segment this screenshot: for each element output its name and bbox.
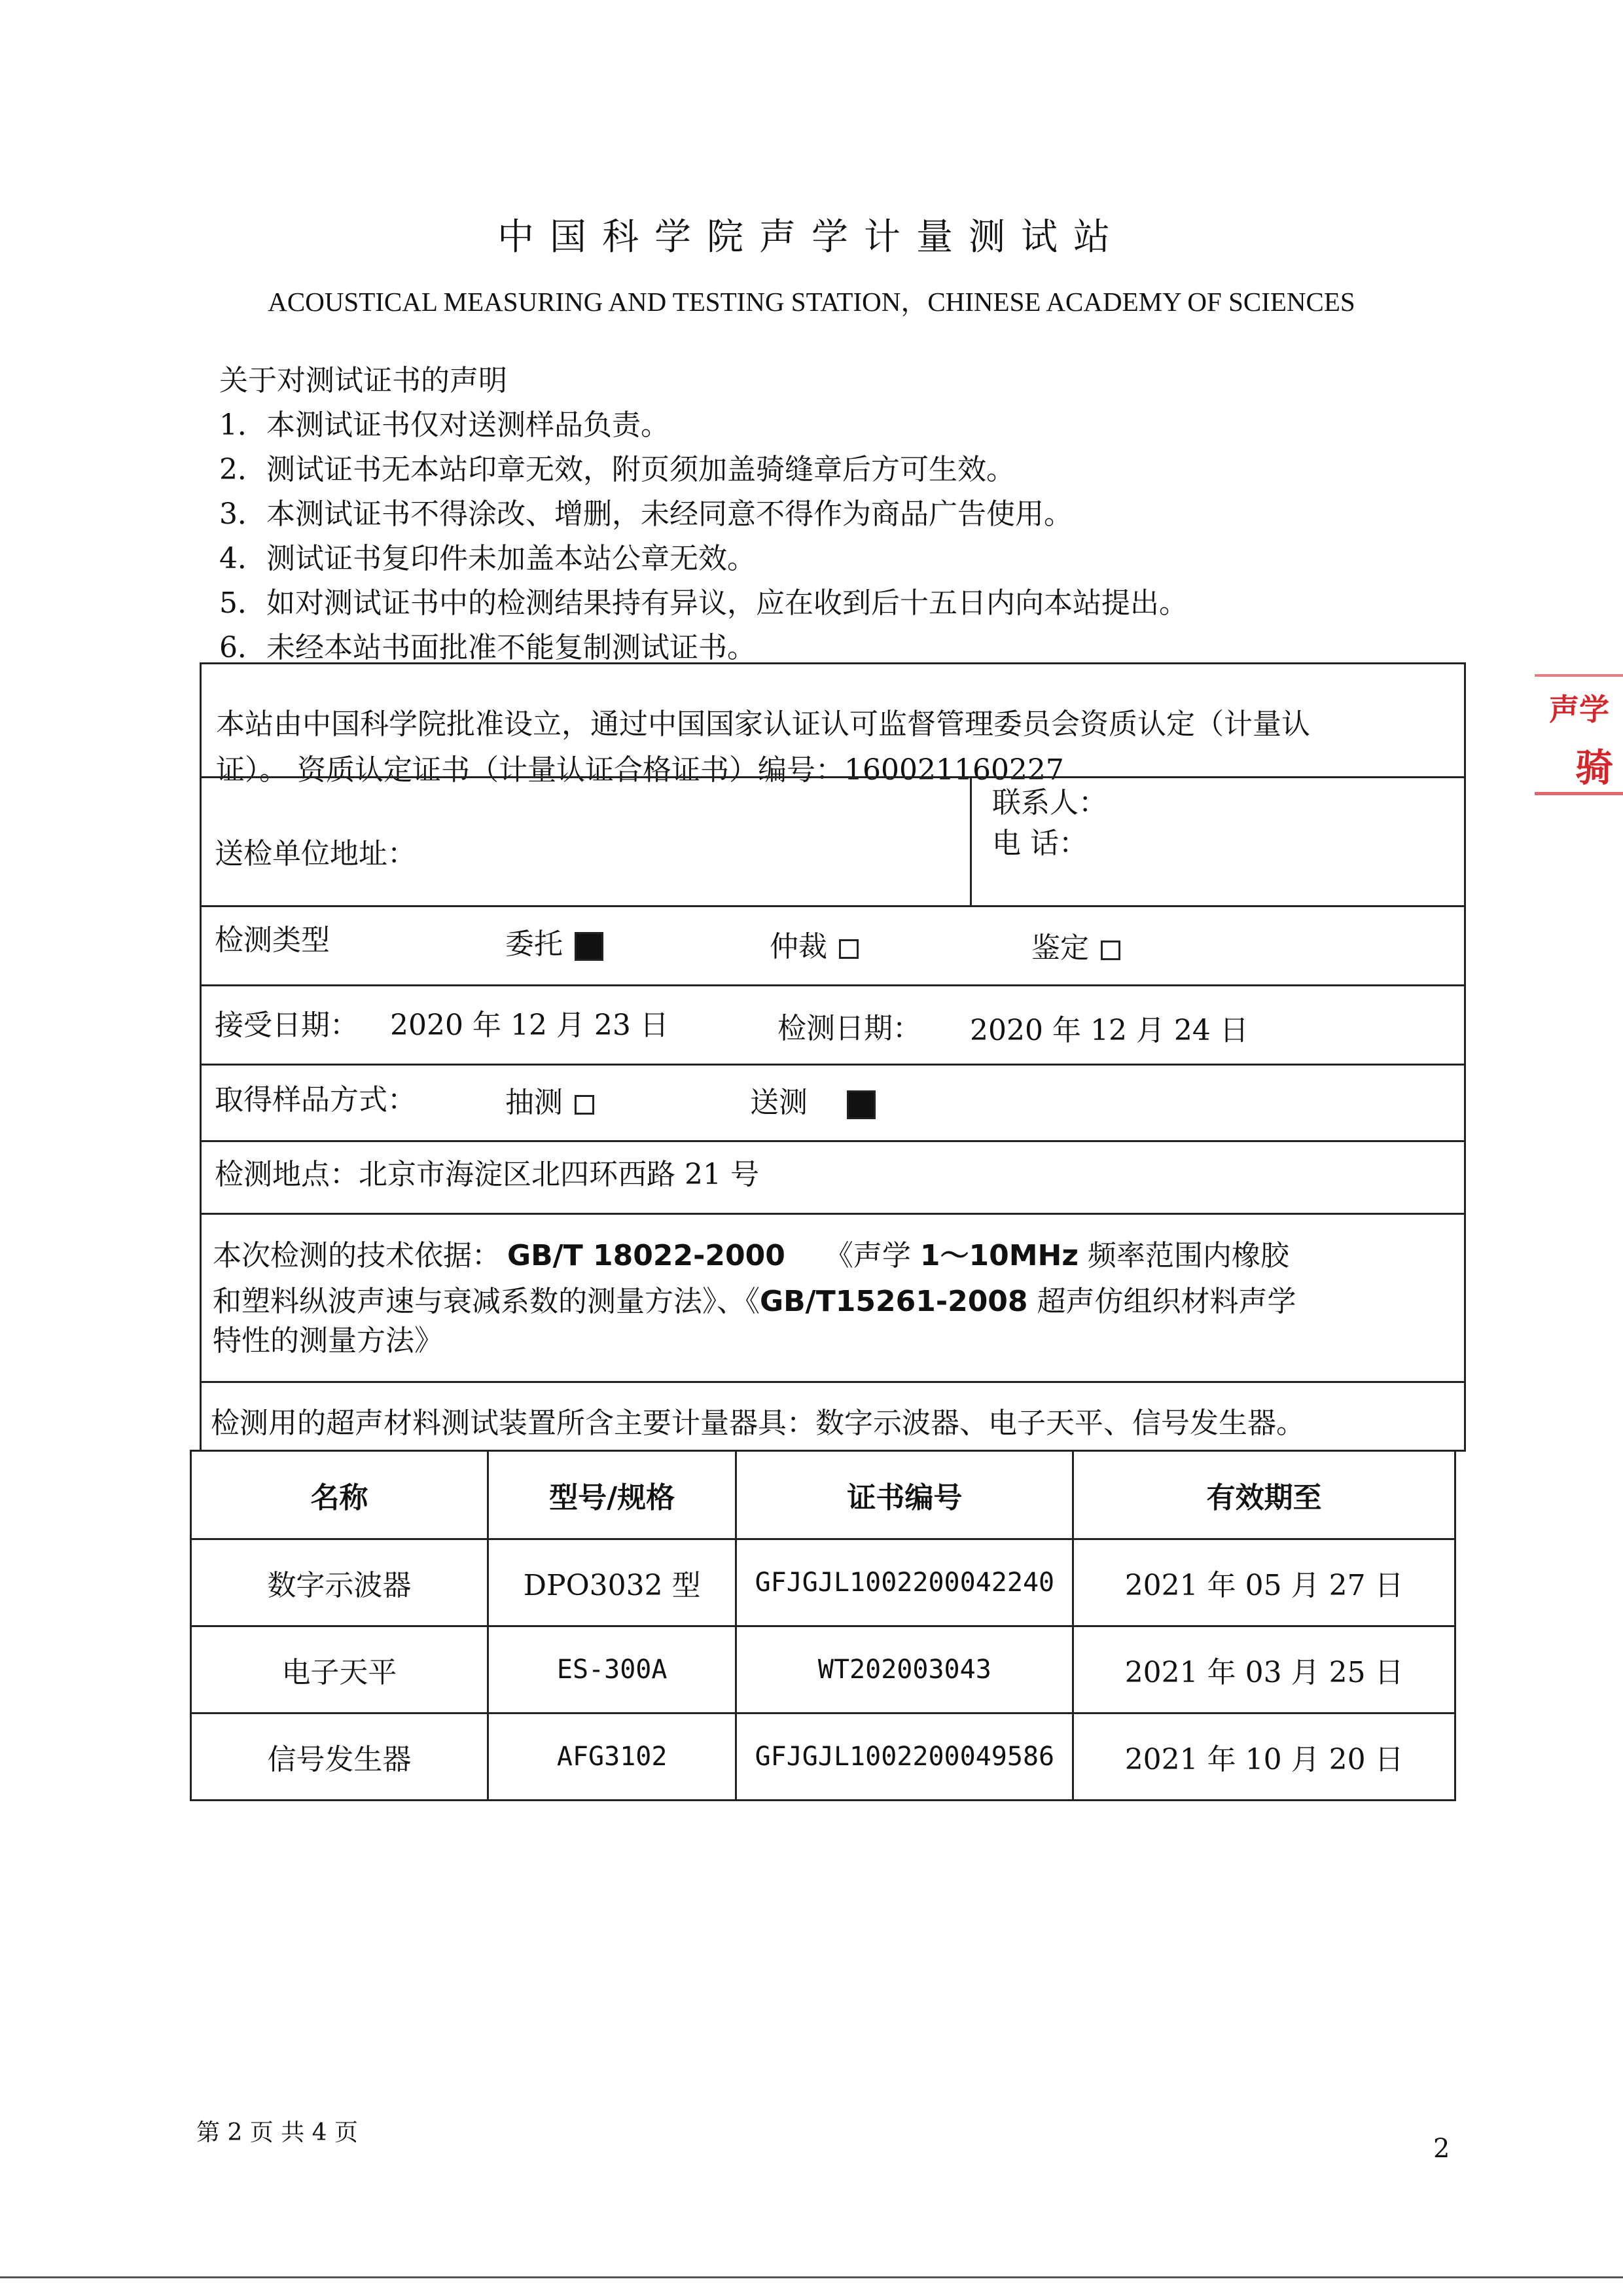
table-header-row [191, 1451, 1455, 1539]
valid-until: 2021 年 10 月 20 日 [1073, 1713, 1455, 1801]
scan-edge-line [0, 2276, 1623, 2278]
instrument-model: AFG3102 [488, 1713, 736, 1801]
station-title-en: ACOUSTICAL MEASURING AND TESTING STATION，CHINESE ACADEMY OF SCIENCES [268, 287, 1355, 317]
table-row [191, 1539, 1455, 1626]
page-count: 第 2 页 共 4 页 [196, 2119, 359, 2146]
option-entrusted[interactable] [505, 920, 603, 962]
phone-label: 电 话： [992, 827, 1088, 860]
seal-border [1535, 792, 1623, 795]
station-title-cn: 中国科学院声学计量测试站 [497, 216, 1126, 259]
instrument-model: ES-300A [488, 1626, 736, 1713]
table-row [191, 1713, 1455, 1801]
column-header: 型号/规格 [488, 1451, 736, 1539]
basis-line-3: 特性的测量方法》 [213, 1324, 443, 1357]
option-label: 委托 [505, 927, 563, 961]
declaration-item: 4．测试证书复印件未加盖本站公章无效。 [219, 542, 756, 575]
page-number: 2 [1433, 2134, 1450, 2164]
option-label: 抽测 [505, 1086, 563, 1119]
declaration-item: 3．本测试证书不得涂改、增删，未经同意不得作为商品广告使用。 [219, 497, 1073, 531]
seal-border [1535, 674, 1623, 677]
instrument-model: DPO3032 型 [488, 1539, 736, 1626]
test-type-label: 检测类型 [215, 924, 330, 957]
option-spot-check[interactable] [505, 1079, 594, 1121]
contact-label: 联系人： [992, 786, 1107, 819]
basis-line-2-c: 超声仿组织材料声学 [1027, 1285, 1296, 1318]
option-label: 送测 [750, 1086, 808, 1119]
basis-line-2-a: 和塑料纵波声速与衰减系数的测量方法》、《 [213, 1285, 760, 1318]
checkbox-unchecked[interactable] [575, 1095, 594, 1115]
sampling-label: 取得样品方式： [215, 1083, 416, 1117]
frequency-range: 1～10MHz [919, 1239, 1079, 1272]
table-row [191, 1626, 1455, 1713]
basis-prefix: 本次检测的技术依据： [213, 1239, 501, 1272]
column-header: 有效期至 [1073, 1451, 1455, 1539]
standard-1-title-a: 《声学 [824, 1239, 920, 1272]
instruments-table [190, 1450, 1456, 1801]
declaration-item: 1．本测试证书仅对送测样品负责。 [219, 408, 669, 442]
option-label: 鉴定 [1031, 931, 1089, 965]
received-date-label: 接受日期： [215, 1009, 359, 1042]
option-submitted[interactable] [750, 1079, 876, 1121]
column-header: 证书编号 [736, 1451, 1073, 1539]
certificate-number: WT202003043 [736, 1626, 1073, 1713]
instrument-name: 电子天平 [191, 1626, 488, 1713]
standard-1: GB/T 18022-2000 [507, 1239, 785, 1272]
instrument-name: 信号发生器 [191, 1713, 488, 1801]
column-header: 名称 [191, 1451, 488, 1539]
instrument-name: 数字示波器 [191, 1539, 488, 1626]
approval-line-1: 本站由中国科学院批准设立，通过中国国家认证认可监督管理委员会资质认定（计量认 [216, 708, 1310, 741]
declaration-item: 5．如对测试证书中的检测结果持有异议，应在收到后十五日内向本站提出。 [219, 586, 1188, 620]
checkbox-unchecked[interactable] [839, 939, 859, 959]
declaration-heading: 关于对测试证书的声明 [219, 364, 507, 397]
valid-until: 2021 年 03 月 25 日 [1073, 1626, 1455, 1713]
option-label: 仲裁 [770, 930, 827, 963]
standard-1-title-c: 频率范围内橡胶 [1078, 1239, 1289, 1272]
received-date-value: 2020 年 12 月 23 日 [390, 1009, 669, 1042]
test-date-label: 检测日期： [777, 1012, 921, 1045]
test-date-value: 2020 年 12 月 24 日 [970, 1014, 1249, 1047]
test-location: 检测地点：北京市海淀区北四环西路 21 号 [215, 1158, 759, 1191]
declaration-item: 6．未经本站书面批准不能复制测试证书。 [219, 631, 756, 664]
valid-until: 2021 年 05 月 27 日 [1073, 1539, 1455, 1626]
checkbox-unchecked[interactable] [1101, 941, 1120, 960]
seam-seal-stamp [1535, 674, 1623, 798]
basis-line-1 [213, 1232, 1289, 1274]
divider [970, 776, 972, 907]
standard-2: GB/T15261-2008 [760, 1285, 1028, 1318]
seal-text-1: 声学 [1549, 692, 1609, 727]
equipment-intro: 检测用的超声材料测试装置所含主要计量器具：数字示波器、电子天平、信号发生器。 [211, 1407, 1305, 1440]
declaration [219, 359, 1188, 670]
seal-text-2: 骑 [1575, 745, 1614, 790]
client-address-label: 送检单位地址： [215, 837, 416, 870]
checkbox-checked[interactable] [575, 932, 603, 961]
option-appraisal[interactable] [1031, 924, 1120, 966]
certificate-number: GFJGJL1002200042240 [736, 1539, 1073, 1626]
certificate-number: GFJGJL1002200049586 [736, 1713, 1073, 1801]
checkbox-checked[interactable] [847, 1090, 876, 1119]
option-arbitration[interactable] [770, 923, 859, 965]
approval-line-2: 证）。 资质认定证书（计量认证合格证书）编号：160021160227 [216, 753, 1064, 787]
declaration-item: 2．测试证书无本站印章无效，附页须加盖骑缝章后方可生效。 [219, 453, 1015, 486]
basis-line-2 [213, 1278, 1296, 1319]
